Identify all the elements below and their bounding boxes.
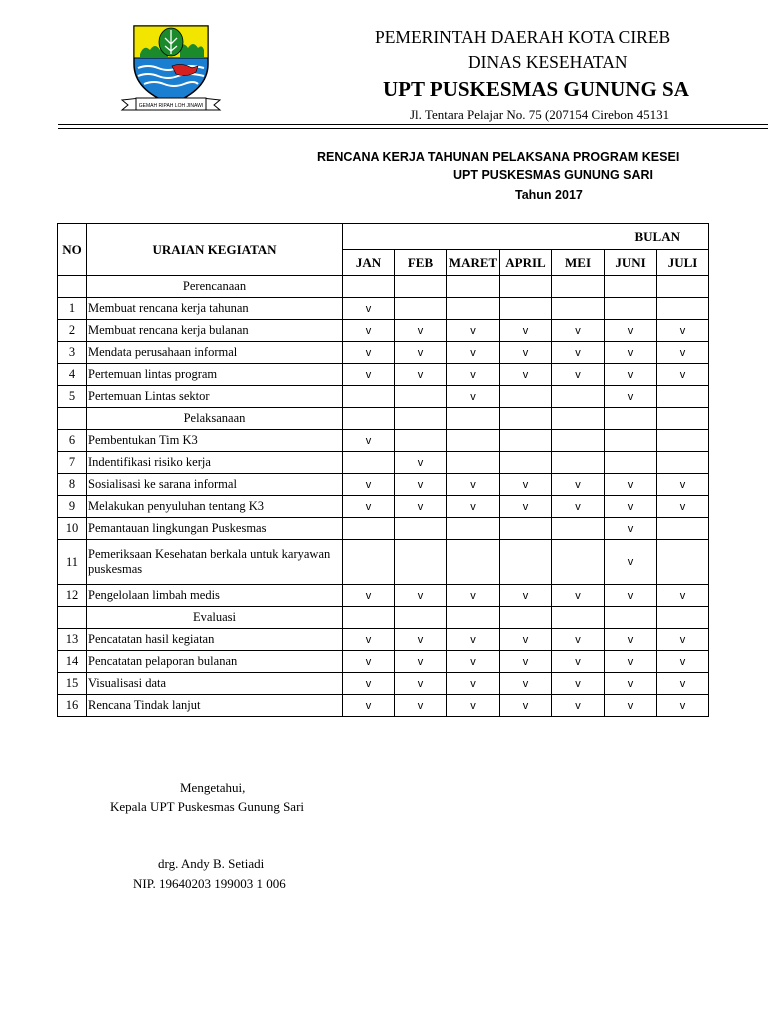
month-check-mark: v xyxy=(447,695,500,717)
table-row xyxy=(58,496,709,518)
month-check-mark: v xyxy=(447,386,500,408)
month-cell xyxy=(447,276,500,298)
month-check-mark: v xyxy=(552,342,605,364)
table-cell-empty xyxy=(58,408,87,430)
row-number: 2 xyxy=(58,320,87,342)
month-cell xyxy=(552,452,605,474)
month-check-mark: v xyxy=(395,474,447,496)
month-check-mark: v xyxy=(657,695,709,717)
month-check-mark: v xyxy=(605,540,657,585)
month-check-mark: v xyxy=(605,320,657,342)
activity-label: Membuat rencana kerja bulanan xyxy=(87,320,343,342)
month-cell xyxy=(395,607,447,629)
month-check-mark: v xyxy=(657,342,709,364)
month-cell xyxy=(500,452,552,474)
month-check-mark: v xyxy=(605,496,657,518)
month-cell xyxy=(552,408,605,430)
month-cell xyxy=(552,607,605,629)
month-check-mark: v xyxy=(343,496,395,518)
row-number: 12 xyxy=(58,585,87,607)
month-cell xyxy=(395,408,447,430)
month-check-mark: v xyxy=(500,651,552,673)
month-cell xyxy=(605,452,657,474)
activity-label: Pertemuan Lintas sektor xyxy=(87,386,343,408)
table-row xyxy=(58,651,709,673)
month-check-mark: v xyxy=(605,651,657,673)
section-label: Perencanaan xyxy=(87,276,343,298)
header-address: Jl. Tentara Pelajar No. 75 (207154 Cirebon 45131 xyxy=(410,107,670,122)
month-check-mark: v xyxy=(500,342,552,364)
month-check-mark: v xyxy=(447,651,500,673)
month-check-mark: v xyxy=(657,474,709,496)
column-header-month: APRIL xyxy=(500,250,552,276)
month-cell xyxy=(657,408,709,430)
activity-label: Pemantauan lingkungan Puskesmas xyxy=(87,518,343,540)
month-check-mark: v xyxy=(343,629,395,651)
month-check-mark: v xyxy=(447,364,500,386)
header-divider-bottom xyxy=(58,128,768,129)
section-label: Evaluasi xyxy=(87,607,343,629)
activity-label: Rencana Tindak lanjut xyxy=(87,695,343,717)
month-check-mark: v xyxy=(447,342,500,364)
month-cell xyxy=(500,408,552,430)
activity-label: Pemeriksaan Kesehatan berkala untuk karyawan puskesmas xyxy=(87,540,343,585)
column-header-activity: URAIAN KEGIATAN xyxy=(87,224,343,276)
month-check-mark: v xyxy=(447,629,500,651)
month-cell xyxy=(500,430,552,452)
month-check-mark: v xyxy=(657,364,709,386)
month-check-mark: v xyxy=(447,585,500,607)
month-check-mark: v xyxy=(343,673,395,695)
month-check-mark: v xyxy=(552,496,605,518)
activity-label: Melakukan penyuluhan tentang K3 xyxy=(87,496,343,518)
month-check-mark: v xyxy=(657,496,709,518)
month-cell xyxy=(447,540,500,585)
table-section-row xyxy=(58,607,709,629)
month-cell xyxy=(657,452,709,474)
month-check-mark: v xyxy=(500,629,552,651)
activity-label: Pengelolaan limbah medis xyxy=(87,585,343,607)
month-cell xyxy=(500,518,552,540)
month-cell xyxy=(343,408,395,430)
month-cell xyxy=(657,276,709,298)
month-check-mark: v xyxy=(395,342,447,364)
month-cell xyxy=(605,408,657,430)
month-check-mark: v xyxy=(343,342,395,364)
column-header-month: MARET xyxy=(447,250,500,276)
month-cell xyxy=(343,518,395,540)
column-header-month-group: BULAN xyxy=(343,224,709,250)
month-cell xyxy=(447,518,500,540)
table-row xyxy=(58,474,709,496)
header-institution: UPT PUSKESMAS GUNUNG SA xyxy=(383,77,689,101)
table-section-row xyxy=(58,408,709,430)
month-cell xyxy=(395,540,447,585)
table-row xyxy=(58,585,709,607)
column-header-no: NO xyxy=(58,224,87,276)
month-check-mark: v xyxy=(605,585,657,607)
activity-label: Membuat rencana kerja tahunan xyxy=(87,298,343,320)
month-cell xyxy=(500,386,552,408)
month-cell xyxy=(343,540,395,585)
month-check-mark: v xyxy=(552,629,605,651)
section-label: Pelaksanaan xyxy=(87,408,343,430)
activity-label: Sosialisasi ke sarana informal xyxy=(87,474,343,496)
month-check-mark: v xyxy=(500,695,552,717)
month-check-mark: v xyxy=(500,320,552,342)
month-check-mark: v xyxy=(552,651,605,673)
header-department: DINAS KESEHATAN xyxy=(468,52,628,72)
month-check-mark: v xyxy=(395,452,447,474)
month-cell xyxy=(395,298,447,320)
month-cell xyxy=(500,276,552,298)
month-check-mark: v xyxy=(605,673,657,695)
month-cell xyxy=(447,452,500,474)
month-check-mark: v xyxy=(605,342,657,364)
row-number: 4 xyxy=(58,364,87,386)
month-cell xyxy=(605,298,657,320)
month-check-mark: v xyxy=(343,695,395,717)
month-cell xyxy=(447,298,500,320)
row-number: 16 xyxy=(58,695,87,717)
month-check-mark: v xyxy=(500,673,552,695)
month-check-mark: v xyxy=(552,474,605,496)
month-cell xyxy=(500,607,552,629)
month-check-mark: v xyxy=(552,320,605,342)
header-divider-top xyxy=(58,124,768,125)
month-cell xyxy=(395,518,447,540)
month-check-mark: v xyxy=(447,474,500,496)
month-cell xyxy=(343,607,395,629)
month-cell xyxy=(552,298,605,320)
month-check-mark: v xyxy=(395,629,447,651)
activity-label: Pencatatan hasil kegiatan xyxy=(87,629,343,651)
month-check-mark: v xyxy=(343,364,395,386)
row-number: 9 xyxy=(58,496,87,518)
month-cell xyxy=(552,276,605,298)
month-check-mark: v xyxy=(447,673,500,695)
activity-label: Pencatatan pelaporan bulanan xyxy=(87,651,343,673)
month-cell xyxy=(500,540,552,585)
month-check-mark: v xyxy=(395,651,447,673)
month-check-mark: v xyxy=(605,629,657,651)
month-cell xyxy=(395,386,447,408)
month-check-mark: v xyxy=(395,320,447,342)
month-cell xyxy=(447,408,500,430)
month-cell xyxy=(343,386,395,408)
month-cell xyxy=(657,430,709,452)
table-row xyxy=(58,386,709,408)
activity-label: Pembentukan Tim K3 xyxy=(87,430,343,452)
month-check-mark: v xyxy=(500,364,552,386)
month-cell xyxy=(500,298,552,320)
signature-acknowledged: Mengetahui, xyxy=(180,780,246,795)
month-cell xyxy=(657,607,709,629)
table-row xyxy=(58,320,709,342)
month-check-mark: v xyxy=(657,629,709,651)
document-year: Tahun 2017 xyxy=(515,188,583,202)
month-check-mark: v xyxy=(343,320,395,342)
month-check-mark: v xyxy=(395,673,447,695)
activity-label: Visualisasi data xyxy=(87,673,343,695)
row-number: 11 xyxy=(58,540,87,585)
month-cell xyxy=(552,386,605,408)
table-row xyxy=(58,298,709,320)
document-title: RENCANA KERJA TAHUNAN PELAKSANA PROGRAM KESEI xyxy=(317,150,680,164)
table-row xyxy=(58,452,709,474)
month-check-mark: v xyxy=(447,320,500,342)
month-check-mark: v xyxy=(657,673,709,695)
work-plan-table xyxy=(57,223,709,717)
activity-label: Indentifikasi risiko kerja xyxy=(87,452,343,474)
table-cell-empty xyxy=(58,607,87,629)
month-cell xyxy=(395,430,447,452)
month-check-mark: v xyxy=(605,518,657,540)
column-header-month: JUNI xyxy=(605,250,657,276)
svg-text:GEMAH RIPAH LOH JINAWI: GEMAH RIPAH LOH JINAWI xyxy=(138,103,204,109)
month-check-mark: v xyxy=(395,695,447,717)
month-check-mark: v xyxy=(395,364,447,386)
month-cell xyxy=(657,540,709,585)
month-cell xyxy=(657,386,709,408)
month-check-mark: v xyxy=(343,298,395,320)
table-cell-empty xyxy=(58,276,87,298)
month-cell xyxy=(447,607,500,629)
month-check-mark: v xyxy=(605,386,657,408)
month-check-mark: v xyxy=(552,364,605,386)
month-check-mark: v xyxy=(552,695,605,717)
month-cell xyxy=(605,276,657,298)
row-number: 3 xyxy=(58,342,87,364)
row-number: 13 xyxy=(58,629,87,651)
row-number: 6 xyxy=(58,430,87,452)
city-emblem-logo xyxy=(120,20,222,112)
month-check-mark: v xyxy=(343,651,395,673)
row-number: 7 xyxy=(58,452,87,474)
month-cell xyxy=(657,518,709,540)
month-check-mark: v xyxy=(605,474,657,496)
month-check-mark: v xyxy=(447,496,500,518)
month-check-mark: v xyxy=(552,585,605,607)
month-check-mark: v xyxy=(657,585,709,607)
month-check-mark: v xyxy=(552,673,605,695)
month-check-mark: v xyxy=(657,651,709,673)
table-row xyxy=(58,430,709,452)
document-subtitle: UPT PUSKESMAS GUNUNG SARI xyxy=(453,168,654,182)
row-number: 5 xyxy=(58,386,87,408)
month-cell xyxy=(605,607,657,629)
row-number: 10 xyxy=(58,518,87,540)
month-cell xyxy=(343,452,395,474)
month-cell xyxy=(447,430,500,452)
month-cell xyxy=(552,518,605,540)
signature-name: drg. Andy B. Setiadi xyxy=(158,856,265,871)
month-check-mark: v xyxy=(500,474,552,496)
table-row xyxy=(58,342,709,364)
signature-position: Kepala UPT Puskesmas Gunung Sari xyxy=(110,799,305,814)
row-number: 15 xyxy=(58,673,87,695)
month-check-mark: v xyxy=(343,474,395,496)
month-check-mark: v xyxy=(500,496,552,518)
column-header-month: MEI xyxy=(552,250,605,276)
month-cell xyxy=(552,540,605,585)
month-check-mark: v xyxy=(605,695,657,717)
month-check-mark: v xyxy=(395,585,447,607)
month-check-mark: v xyxy=(395,496,447,518)
month-check-mark: v xyxy=(343,430,395,452)
column-header-month: JULI xyxy=(657,250,709,276)
column-header-month: FEB xyxy=(395,250,447,276)
table-section-row xyxy=(58,276,709,298)
month-check-mark: v xyxy=(657,320,709,342)
month-check-mark: v xyxy=(343,585,395,607)
table-row xyxy=(58,629,709,651)
month-cell xyxy=(395,276,447,298)
month-cell xyxy=(657,298,709,320)
header-government: PEMERINTAH DAERAH KOTA CIREB xyxy=(375,27,671,47)
row-number: 8 xyxy=(58,474,87,496)
row-number: 1 xyxy=(58,298,87,320)
activity-label: Pertemuan lintas program xyxy=(87,364,343,386)
row-number: 14 xyxy=(58,651,87,673)
table-row xyxy=(58,673,709,695)
month-check-mark: v xyxy=(500,585,552,607)
signature-nip: NIP. 19640203 199003 1 006 xyxy=(133,876,286,891)
month-cell xyxy=(605,430,657,452)
table-row xyxy=(58,518,709,540)
table-row xyxy=(58,695,709,717)
column-header-month: JAN xyxy=(343,250,395,276)
table-row xyxy=(58,364,709,386)
month-cell xyxy=(343,276,395,298)
month-check-mark: v xyxy=(605,364,657,386)
month-cell xyxy=(552,430,605,452)
activity-label: Mendata perusahaan informal xyxy=(87,342,343,364)
table-row xyxy=(58,540,709,585)
